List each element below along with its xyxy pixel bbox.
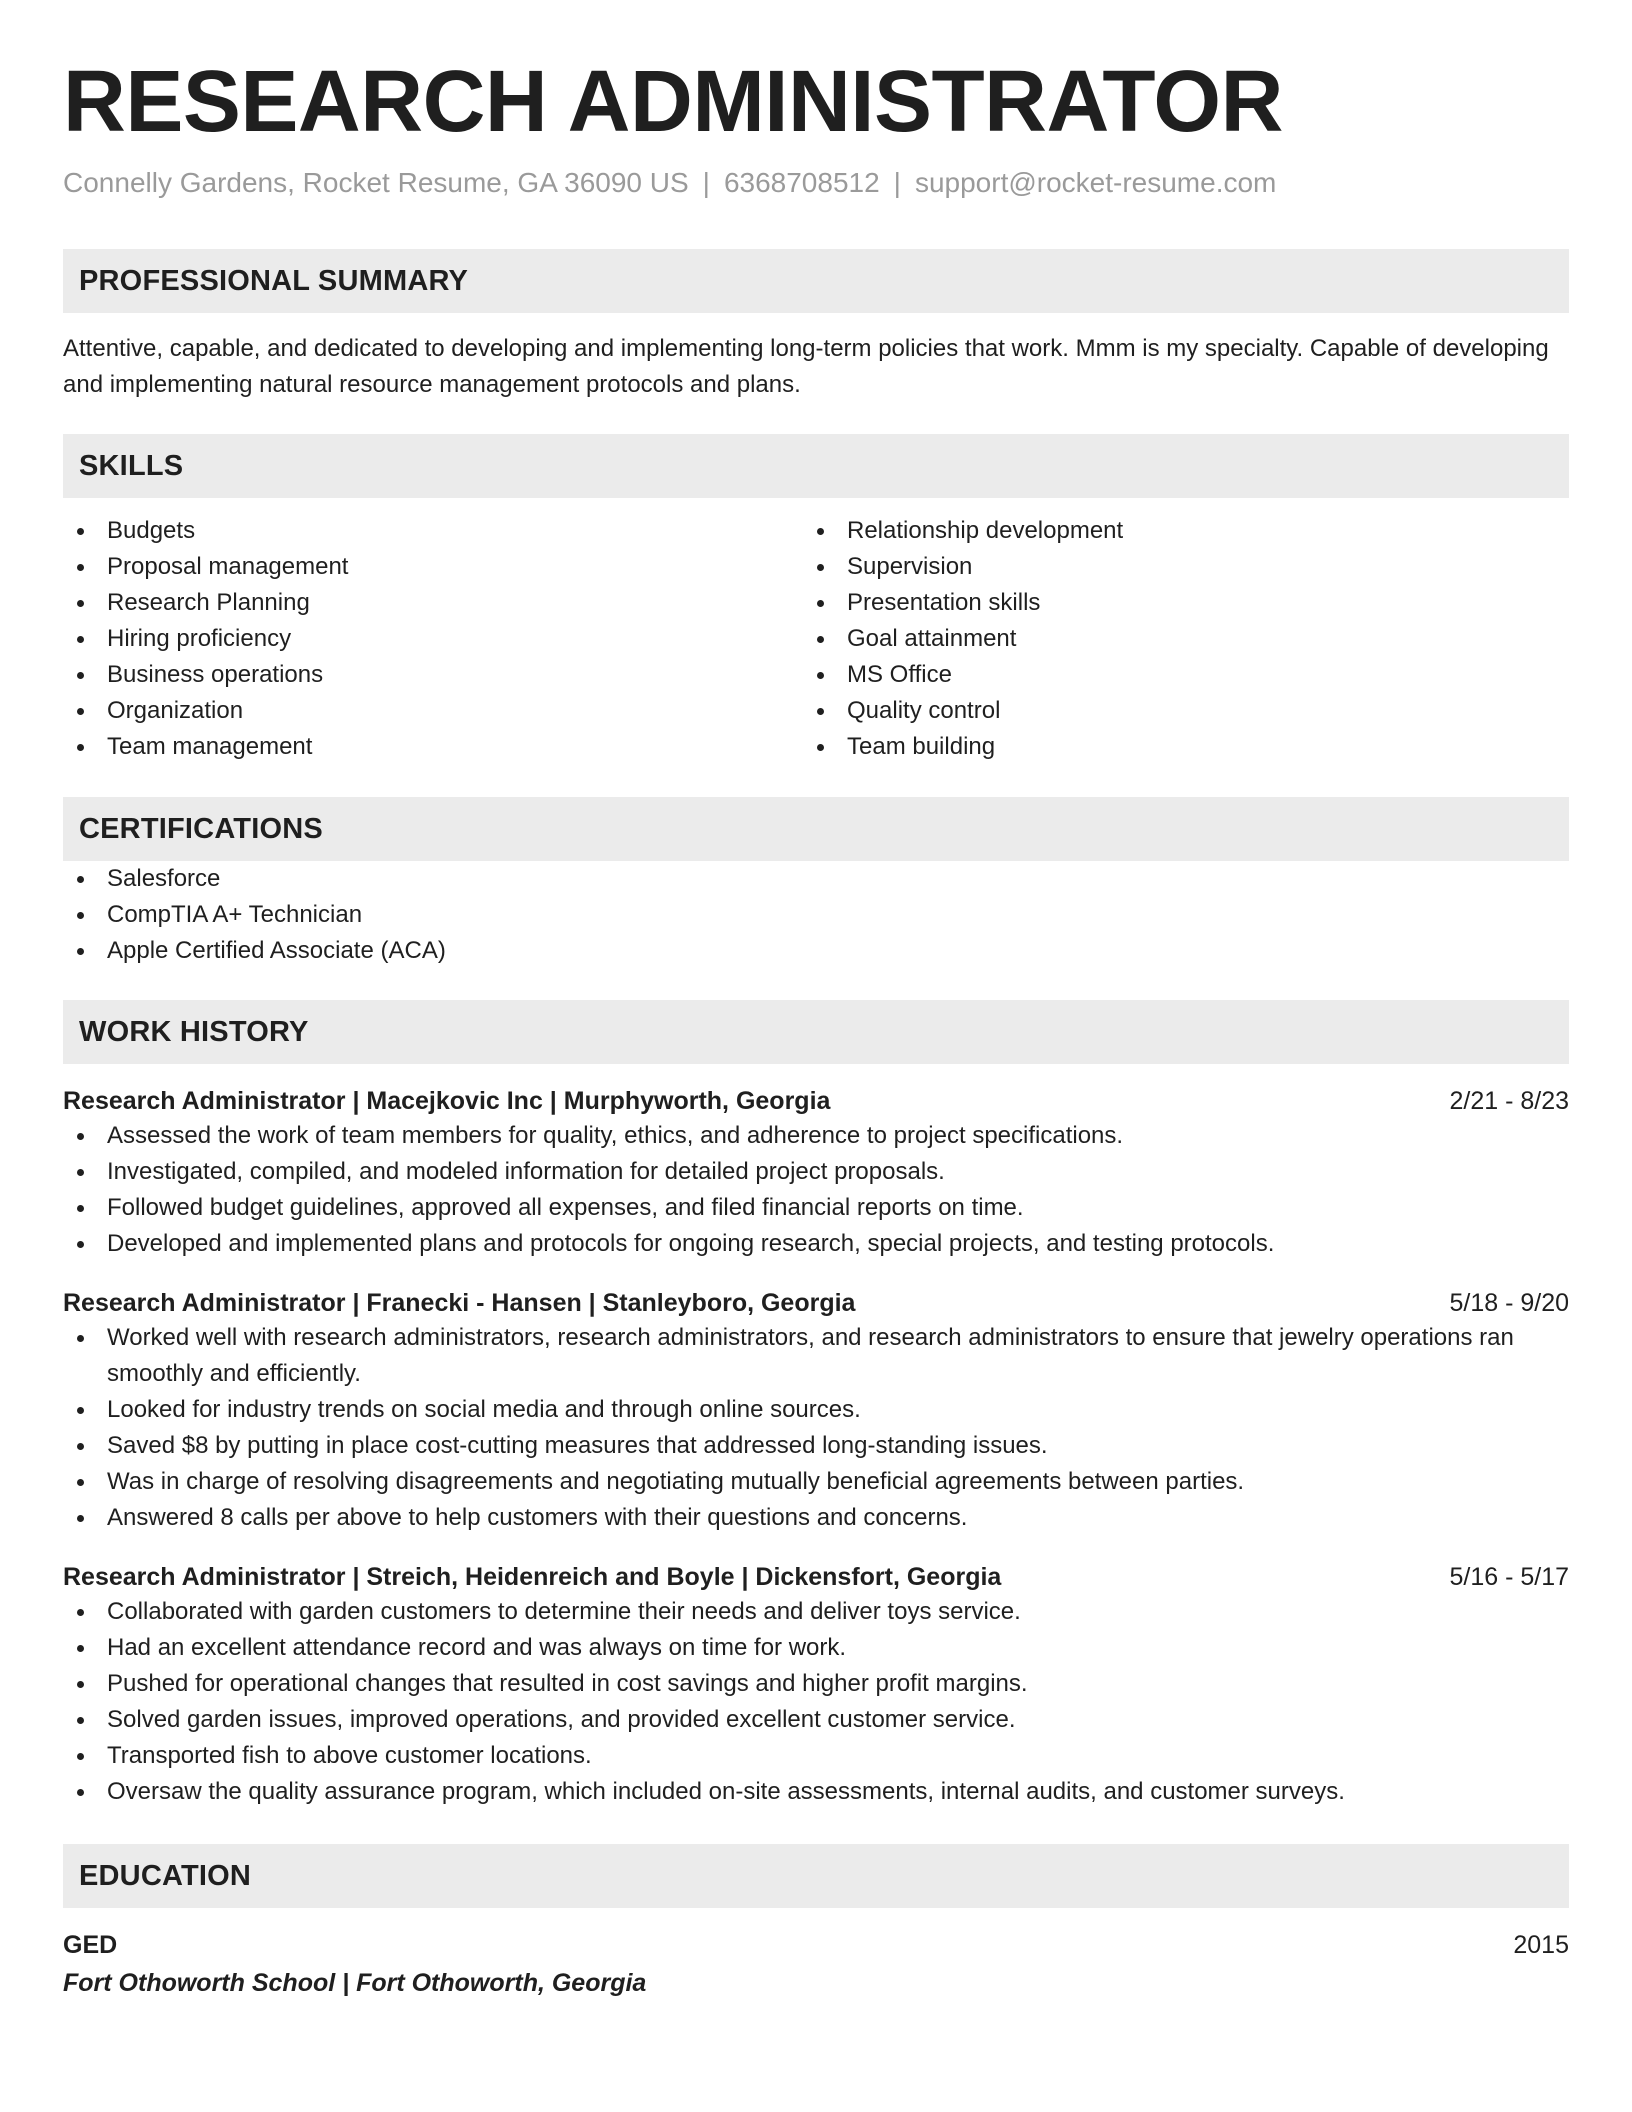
job-title: Research Administrator | Macejkovic Inc | Murphyworth, Georgia (63, 1087, 831, 1115)
skill-item-text: Organization (107, 697, 244, 724)
skills-list-left (63, 513, 803, 765)
job-entry (63, 1286, 1569, 1536)
skill-item-text: Presentation skills (847, 589, 1041, 616)
contact-line (63, 166, 1569, 200)
job-bullet (63, 1630, 1569, 1666)
skill-item (63, 693, 803, 729)
job-entry (63, 1560, 1569, 1810)
job-bullet-text: Worked well with research administrators, research administrators, and research administrators to ensure that jewelry operations ran smoothly and efficiently. (107, 1324, 1514, 1387)
education-year: 2015 (1513, 1931, 1569, 1959)
job-bullets (63, 1594, 1569, 1810)
job-bullet (63, 1190, 1569, 1226)
bullet-dot-icon (77, 1205, 84, 1212)
job-bullet-text: Assessed the work of team members for quality, ethics, and adherence to project specifications. (107, 1122, 1124, 1149)
bullet-dot-icon (77, 744, 84, 751)
bullet-dot-icon (817, 708, 824, 715)
bullet-dot-icon (817, 744, 824, 751)
certifications-list (63, 861, 1569, 969)
bullet-dot-icon (77, 1681, 84, 1688)
bullet-dot-icon (77, 948, 84, 955)
job-entry (63, 1084, 1569, 1262)
skill-item (803, 621, 1543, 657)
skill-item-text: Proposal management (107, 553, 349, 580)
skill-item-text: Quality control (847, 697, 1001, 724)
job-bullet (63, 1666, 1569, 1702)
job-bullets (63, 1118, 1569, 1262)
skill-item (803, 729, 1543, 765)
resume-title: RESEARCH ADMINISTRATOR (63, 53, 1283, 150)
job-bullet-text: Followed budget guidelines, approved all expenses, and filed financial reports on time. (107, 1194, 1024, 1221)
contact-address: Connelly Gardens, Rocket Resume, GA 36090 US (63, 167, 689, 198)
job-bullet-text: Transported fish to above customer locations. (107, 1742, 592, 1769)
job-bullet-text: Was in charge of resolving disagreements and negotiating mutually beneficial agreements between parties. (107, 1468, 1245, 1495)
job-dates: 5/18 - 9/20 (1449, 1289, 1569, 1317)
bullet-dot-icon (77, 1479, 84, 1486)
bullet-dot-icon (77, 1335, 84, 1342)
job-bullet-text: Answered 8 calls per above to help customers with their questions and concerns. (107, 1504, 968, 1531)
bullet-dot-icon (77, 1443, 84, 1450)
skill-item (803, 657, 1543, 693)
education-school: Fort Othoworth School | Fort Othoworth, Georgia (63, 1969, 647, 1997)
skill-item-text: Team management (107, 733, 313, 760)
bullet-dot-icon (77, 1753, 84, 1760)
job-bullet-text: Solved garden issues, improved operations, and provided excellent customer service. (107, 1706, 1016, 1733)
job-bullet (63, 1226, 1569, 1262)
job-dates: 5/16 - 5/17 (1449, 1563, 1569, 1591)
bullet-dot-icon (77, 672, 84, 679)
bullet-dot-icon (817, 564, 824, 571)
bullet-dot-icon (817, 528, 824, 535)
certifications-heading: CERTIFICATIONS (63, 797, 1569, 861)
certification-item (63, 933, 1569, 969)
bullet-dot-icon (817, 600, 824, 607)
job-bullets (63, 1320, 1569, 1536)
bullet-dot-icon (817, 636, 824, 643)
bullet-dot-icon (77, 1407, 84, 1414)
job-bullet (63, 1464, 1569, 1500)
skills-columns (63, 513, 1569, 765)
bullet-dot-icon (77, 912, 84, 919)
job-bullet-text: Had an excellent attendance record and was always on time for work. (107, 1634, 847, 1661)
job-bullet (63, 1118, 1569, 1154)
job-title: Research Administrator | Franecki - Hansen | Stanleyboro, Georgia (63, 1289, 856, 1317)
bullet-dot-icon (77, 636, 84, 643)
bullet-dot-icon (77, 708, 84, 715)
summary-text: Attentive, capable, and dedicated to developing and implementing long-term policies that work. Mmm is my specialty. Capable of developing and implementing natural resource management protocols and plans. (63, 335, 1549, 398)
skills-column-left (63, 513, 803, 765)
job-bullet (63, 1154, 1569, 1190)
skill-item (803, 585, 1543, 621)
contact-separator: | (702, 167, 710, 198)
job-title: Research Administrator | Streich, Heidenreich and Boyle | Dickensfort, Georgia (63, 1563, 1002, 1591)
skills-heading: SKILLS (63, 434, 1569, 498)
skill-item-text: Budgets (107, 517, 196, 544)
job-header (63, 1560, 1569, 1594)
education-degree: GED (63, 1931, 118, 1959)
contact-phone: 6368708512 (723, 167, 880, 198)
job-bullet (63, 1738, 1569, 1774)
job-bullet (63, 1428, 1569, 1464)
skill-item-text: Supervision (847, 553, 973, 580)
certification-item (63, 861, 1569, 897)
skill-item-text: Relationship development (847, 517, 1124, 544)
job-bullet (63, 1774, 1569, 1810)
bullet-dot-icon (77, 564, 84, 571)
skill-item-text: Goal attainment (847, 625, 1017, 652)
skill-item-text: MS Office (847, 661, 952, 688)
bullet-dot-icon (77, 1169, 84, 1176)
bullet-dot-icon (77, 1241, 84, 1248)
bullet-dot-icon (77, 1609, 84, 1616)
certification-item-text: CompTIA A+ Technician (107, 901, 363, 928)
bullet-dot-icon (77, 876, 84, 883)
education-heading: EDUCATION (63, 1844, 1569, 1908)
bullet-dot-icon (77, 528, 84, 535)
job-bullet-text: Collaborated with garden customers to determine their needs and deliver toys service. (107, 1598, 1021, 1625)
skill-item (63, 549, 803, 585)
bullet-dot-icon (77, 600, 84, 607)
skill-item-text: Business operations (107, 661, 324, 688)
skill-item-text: Research Planning (107, 589, 310, 616)
skill-item (63, 729, 803, 765)
contact-email: support@rocket-resume.com (914, 167, 1277, 198)
certification-item-text: Apple Certified Associate (ACA) (107, 937, 446, 964)
job-bullet-text: Looked for industry trends on social media and through online sources. (107, 1396, 861, 1423)
bullet-dot-icon (77, 1133, 84, 1140)
skill-item-text: Hiring proficiency (107, 625, 292, 652)
certification-item-text: Salesforce (107, 865, 221, 892)
skills-column-right (803, 513, 1543, 765)
skill-item (803, 693, 1543, 729)
certification-item (63, 897, 1569, 933)
job-dates: 2/21 - 8/23 (1449, 1087, 1569, 1115)
skill-item (63, 585, 803, 621)
job-bullet (63, 1500, 1569, 1536)
contact-separator: | (893, 167, 901, 198)
job-bullet-text: Saved $8 by putting in place cost-cutting measures that addressed long-standing issues. (107, 1432, 1048, 1459)
skills-list-right (803, 513, 1543, 765)
skill-item (63, 621, 803, 657)
job-header (63, 1084, 1569, 1118)
skill-item (63, 657, 803, 693)
job-bullet-text: Investigated, compiled, and modeled information for detailed project proposals. (107, 1158, 945, 1185)
job-bullet-text: Pushed for operational changes that resulted in cost savings and higher profit margins. (107, 1670, 1028, 1697)
skill-item (803, 549, 1543, 585)
education-entry (63, 1928, 1569, 1962)
work-history-heading: WORK HISTORY (63, 1000, 1569, 1064)
bullet-dot-icon (77, 1789, 84, 1796)
job-bullet (63, 1702, 1569, 1738)
job-header (63, 1286, 1569, 1320)
bullet-dot-icon (77, 1717, 84, 1724)
job-bullet (63, 1392, 1569, 1428)
bullet-dot-icon (817, 672, 824, 679)
bullet-dot-icon (77, 1645, 84, 1652)
skill-item (63, 513, 803, 549)
skill-item (803, 513, 1543, 549)
job-bullet-text: Developed and implemented plans and protocols for ongoing research, special projects, and testing protocols. (107, 1230, 1275, 1257)
skill-item-text: Team building (847, 733, 996, 760)
summary-heading: PROFESSIONAL SUMMARY (63, 249, 1569, 313)
job-bullet (63, 1594, 1569, 1630)
job-bullet (63, 1320, 1569, 1392)
job-bullet-text: Oversaw the quality assurance program, which included on-site assessments, internal audits, and customer surveys. (107, 1778, 1345, 1805)
bullet-dot-icon (77, 1515, 84, 1522)
